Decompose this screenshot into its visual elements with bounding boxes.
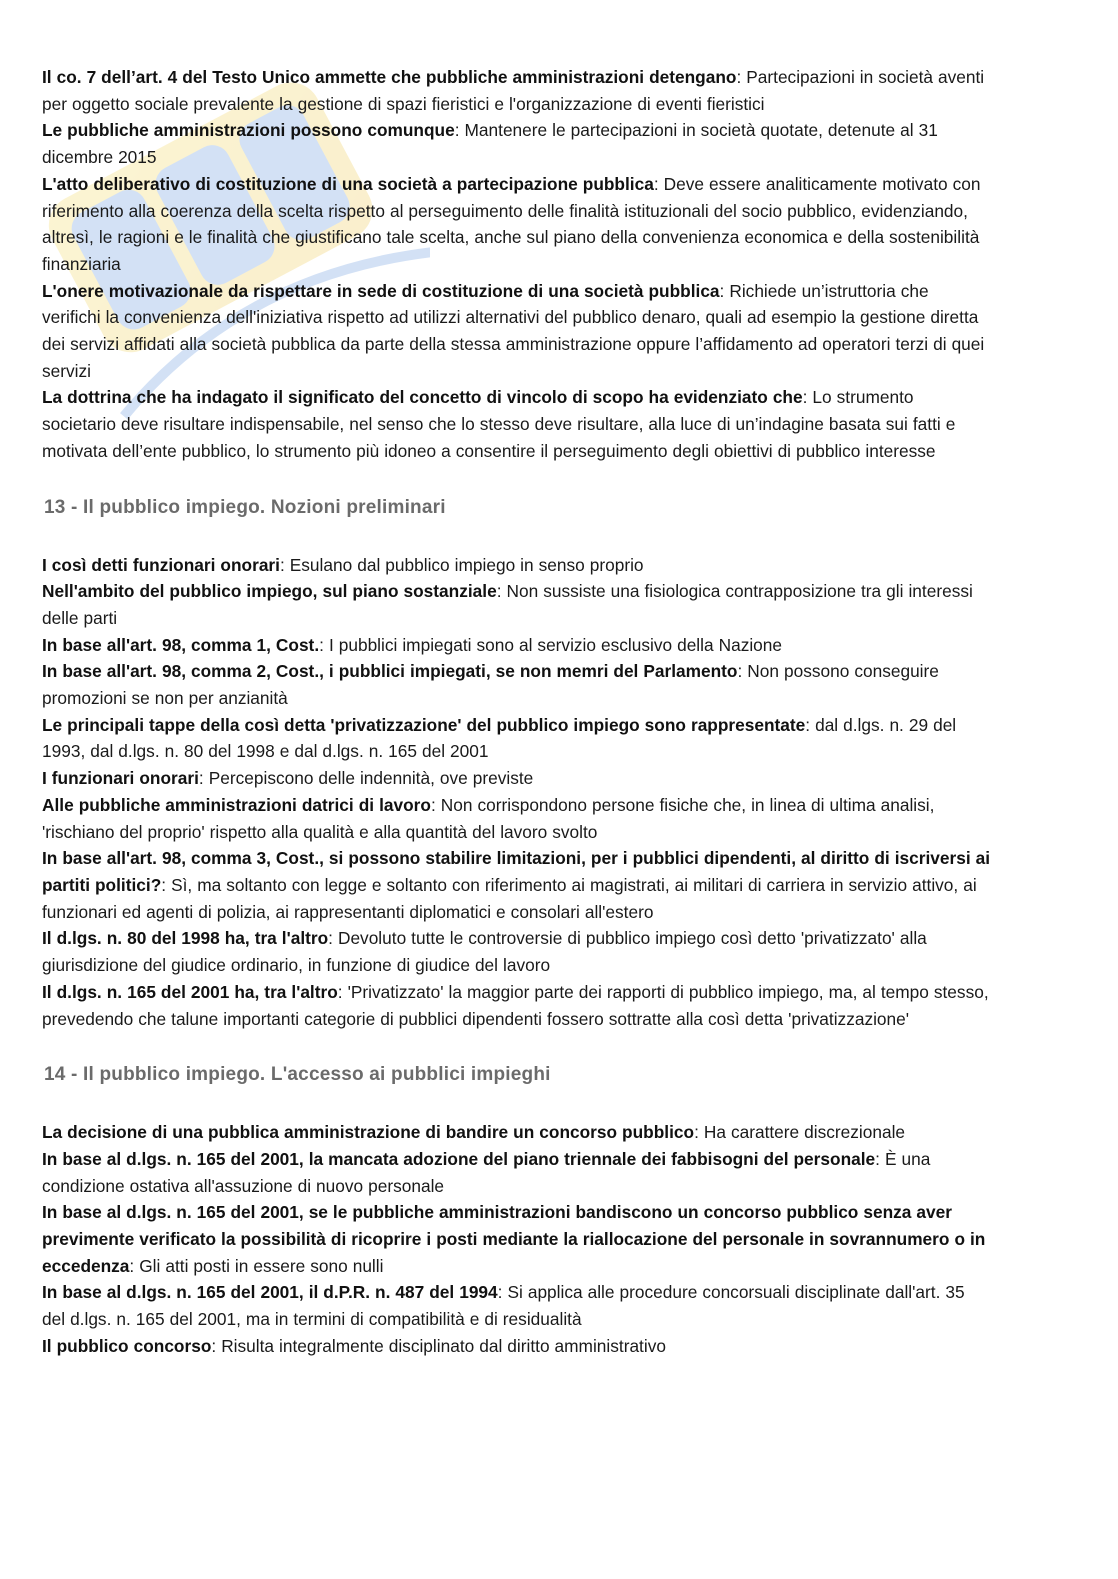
qa-item: La decisione di una pubblica amministrazione di bandire un concorso pubblico: Ha carattere discrezionale [42,1122,906,1143]
qa-item: In base al d.lgs. n. 165 del 2001, la mancata adozione del piano triennale dei fabbisogni del personale: È una condizione ostativa all'assuzione di nuovo personale [42,1148,931,1196]
qa-item: In base all'art. 98, comma 1, Cost.: I pubblici impiegati sono al servizio esclusivo della Nazione [42,634,783,655]
section-14 [42,1062,992,1359]
qa-item: I così detti funzionari onorari: Esulano dal pubblico impiego in senso proprio [42,554,644,575]
qa-item: Il pubblico concorso: Risulta integralmente disciplinato dal diritto amministrativo [42,1335,666,1356]
qa-item: I funzionari onorari: Percepiscono delle indennità, ove previste [42,768,534,789]
section-title: 14 - Il pubblico impiego. L'accesso ai pubblici impieghi [44,1064,551,1086]
qa-item: La dottrina che ha indagato il significato del concetto di vincolo di scopo ha evidenziato che: Lo strumento societario deve risultare indispensabile, nel senso che lo stesso deve risultare, alla luce di un’indagine basata sui fatti e motivata dell’ente pubblico, lo strumento più idoneo a consentire il perseguimento degli obiettivi di pubblico interesse [42,387,956,461]
qa-item: L'onere motivazionale da rispettare in sede di costituzione di una società pubblica: Richiede un’istruttoria che verifichi la convenienza dell'iniziativa rispetto ad utilizzi alternativi del pubblico denaro, quali ad esempio la gestione diretta dei servizi affidati alla società pubblica da parte della stessa amministrazione oppure l’affidamento ad operatori terzi di quei servizi [42,280,985,381]
document-body [42,64,992,1360]
qa-item: Le pubbliche amministrazioni possono comunque: Mantenere le partecipazioni in società quotate, detenute al 31 dicembre 2015 [42,120,938,168]
section-13 [42,495,992,1033]
qa-item: In base al d.lgs. n. 165 del 2001, il d.P.R. n. 487 del 1994: Si applica alle procedure concorsuali disciplinate dall'art. 35 del d.lgs. n. 165 del 2001, ma in termini di compatibilità e di residualità [42,1282,965,1330]
qa-item: In base al d.lgs. n. 165 del 2001, se le pubbliche amministrazioni bandiscono un concorso pubblico senza aver previmente verificato la possibilità di ricoprire i posti mediante la riallocazione del personale in sovrannumero o in eccedenza: Gli atti posti in essere sono nulli [42,1202,986,1276]
qa-item: Alle pubbliche amministrazioni datrici di lavoro: Non corrispondono persone fisiche che, in linea di ultima analisi, 'rischiano del proprio' rispetto alla qualità e alla quantità del lavoro svolto [42,794,935,842]
qa-item: Il co. 7 dell’art. 4 del Testo Unico ammette che pubbliche amministrazioni detengano: Partecipazioni in società aventi per oggetto sociale prevalente la gestione di spazi fieristici e l'organizzazione di eventi fieristici [42,67,985,114]
section-0 [42,64,992,465]
qa-item: Le principali tappe della così detta 'privatizzazione' del pubblico impiego sono rappresentate: dal d.lgs. n. 29 del 1993, dal d.lgs. n. 80 del 1998 e dal d.lgs. n. 165 del 2001 [42,714,957,762]
qa-item: In base all'art. 98, comma 2, Cost., i pubblici impiegati, se non memri del Parlamento: Non possono conseguire promozioni se non per anzianità [42,661,939,709]
qa-item: In base all'art. 98, comma 3, Cost., si possono stabilire limitazioni, per i pubblici dipendenti, al diritto di iscriversi ai partiti politici?: Sì, ma soltanto con legge e soltanto con riferimento ai magistrati, ai militari di carriera in servizio attivo, ai funzionari ed agenti di polizia, ai rappresentanti diplomatici e consolari all'estero [42,848,991,922]
qa-item: Il d.lgs. n. 80 del 1998 ha, tra l'altro: Devoluto tutte le controversie di pubblico impiego così detto 'privatizzato' alla giurisdizione del giudice ordinario, in funzione di giudice del lavoro [42,928,927,976]
qa-item: L'atto deliberativo di costituzione di una società a partecipazione pubblica: Deve essere analiticamente motivato con riferimento alla coerenza della scelta rispetto al perseguimento delle finalità istituzionali del socio pubblico, evidenziando, altresì, le ragioni e le finalità che giustificano tale scelta, anche sul piano della convenienza economica e della sostenibilità finanziaria [42,173,981,274]
qa-item: Nell'ambito del pubblico impiego, sul piano sostanziale: Non sussiste una fisiologica contrapposizione tra gli interessi delle parti [42,581,973,628]
section-title: 13 - Il pubblico impiego. Nozioni preliminari [44,496,446,518]
qa-item: Il d.lgs. n. 165 del 2001 ha, tra l'altro: 'Privatizzato' la maggior parte dei rapporti di pubblico impiego, ma, al tempo stesso, prevedendo che talune importanti categorie di pubblici dipendenti fossero sottratte alla così detta 'privatizzazione' [42,981,989,1029]
